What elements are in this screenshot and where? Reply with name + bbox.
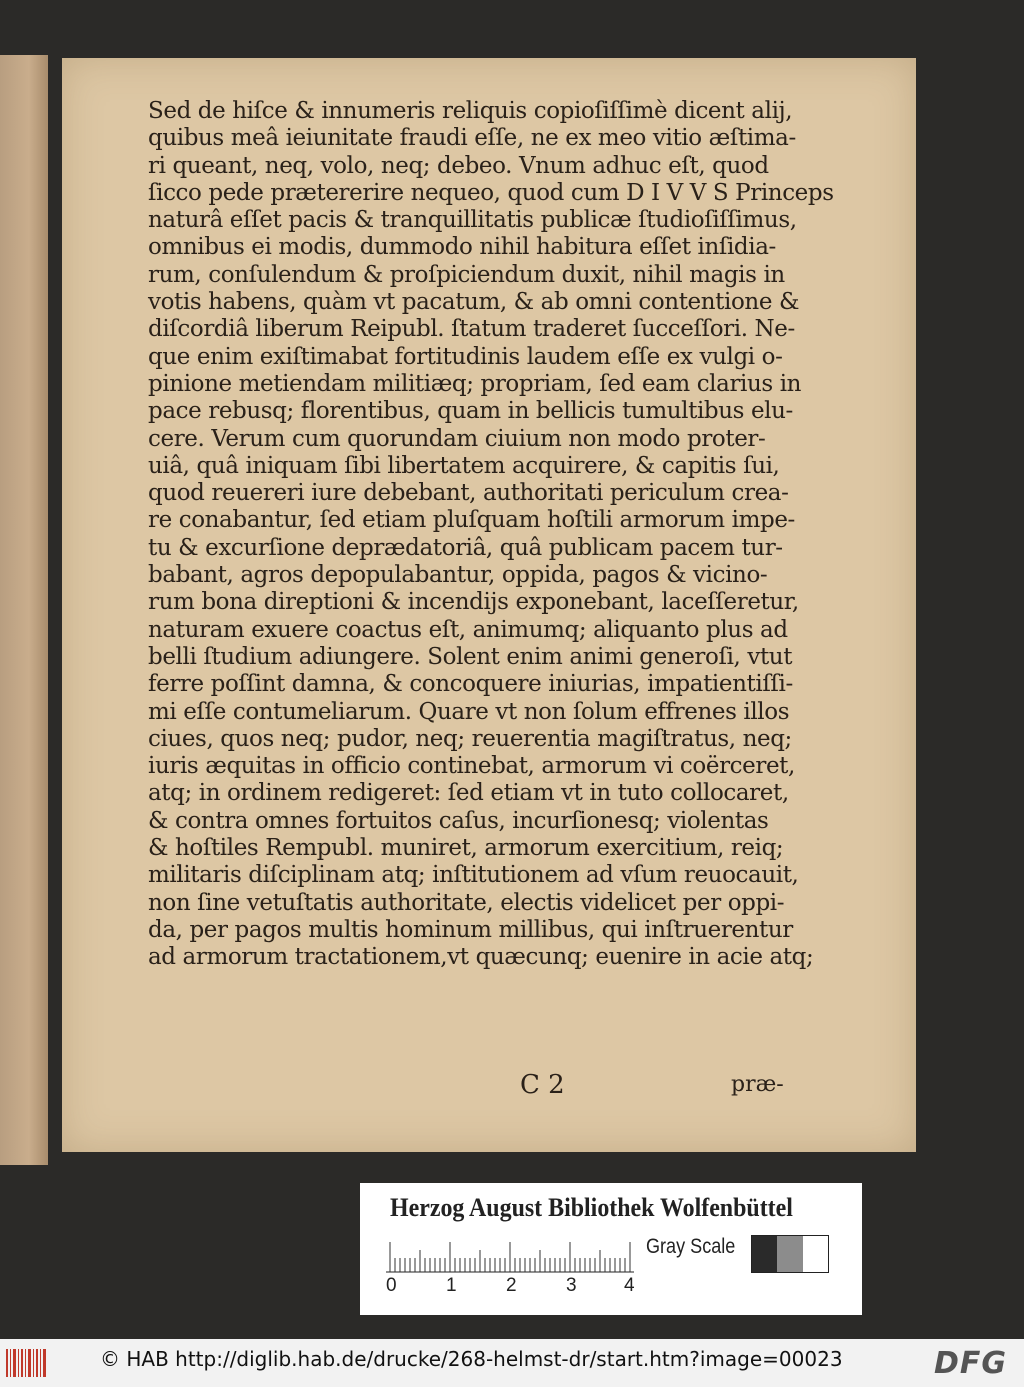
text-line: iuris æquitas in officio continebat, armorum vi coërceret, [148,753,795,780]
ruler-number: 2 [506,1275,517,1296]
ruler-number: 1 [446,1275,457,1296]
text-line: ad armorum tractationem,vt quæcunq; euenire in acie atq; [148,944,814,971]
gray-scale-patches [751,1235,829,1273]
text-line: Sed de hiſce & innumeris reliquis copioſiſſimè dicent alij, [148,98,793,124]
gray-scale-label: Gray Scale [646,1235,736,1258]
text-line: non ſine vetuſtatis authoritate, electis videlicet per oppi- [148,889,785,916]
text-line: uiâ, quâ iniquam ſibi libertatem acquirere, & capitis ſui, [148,452,780,479]
library-name: Herzog August Bibliothek Wolfenbüttel [390,1193,793,1222]
footer-bar [0,1339,1024,1387]
text-line: que enim exiſtimabat fortitudinis laudem eſſe ex vulgi o- [148,343,783,370]
text-line: rum bona direptioni & incendijs exponebant, laceſſeretur, [148,589,799,616]
gray-patch [803,1236,828,1272]
text-line: militaris diſciplinam atq; inſtitutionem ad vſum reuocauit, [148,862,799,889]
text-line: ri queant, neq, volo, neq; debeo. Vnum adhuc eſt, quod [148,152,769,179]
color-reference-card [360,1183,862,1315]
barcode-icon [6,1349,48,1377]
copyright-url[interactable]: © HAB http://diglib.hab.de/drucke/268-helmst-dr/start.htm?image=00023 [100,1347,843,1371]
gray-patch [752,1236,777,1272]
text-line: rum, conſulendum & proſpiciendum duxit, nihil magis in [148,261,785,288]
text-line: cere. Verum cum quorundam ciuium non modo proter- [148,425,766,452]
ruler-number: 4 [624,1275,635,1296]
ruler-number: 0 [386,1275,397,1296]
text-line: naturâ eſſet pacis & tranquillitatis publicæ ſtudioſiſſimus, [148,207,797,234]
ruler-number: 3 [566,1275,577,1296]
text-line: quibus meâ ieiunitate fraudi eſſe, ne ex meo vitio æſtima- [148,125,796,152]
text-line: re conabantur, ſed etiam pluſquam hoſtili armorum impe- [148,507,795,534]
text-line: belli ſtudium adiungere. Solent enim animi generoſi, vtut [148,643,793,670]
text-line: votis habens, quàm vt pacatum, & ab omni contentione & [148,289,800,316]
gray-patch [777,1236,802,1272]
page-text [148,98,834,972]
ruler-numbers [386,1275,646,1299]
text-line: atq; in ordinem redigeret: ſed etiam vt in tuto collocaret, [148,780,789,807]
text-line: mi eſſe contumeliarum. Quare vt non ſolum effrenes illos [148,698,790,725]
text-line: ferre poſſint damna, & concoquere iniurias, impatientiſſi- [148,671,793,698]
text-line: tu & excurſione deprædatoriâ, quâ publicam pacem tur- [148,534,783,561]
text-line: quod reuereri iure debebant, authoritati periculum crea- [148,480,789,507]
printer-signature: C 2 [520,1070,565,1100]
text-line: & hoſtiles Rempubl. muniret, armorum exercitium, reiq; [148,835,784,862]
text-line: naturam exuere coactus eſt, animumq; aliquanto plus ad [148,616,788,643]
text-line: babant, agros depopulabantur, oppida, pagos & vicino- [148,562,768,589]
adjacent-page-edge [0,55,48,1165]
text-line: & contra omnes fortuitos caſus, incurſionesq; violentas [148,807,769,834]
dfg-logo: DFG [934,1346,1008,1381]
book-page [62,58,916,1152]
catchword: præ- [731,1072,784,1097]
text-line: pace rebusq; florentibus, quam in bellicis tumultibus elu- [148,398,793,425]
ruler-scale [386,1235,636,1273]
text-line: da, per pagos multis hominum millibus, qui inſtruerentur [148,916,793,943]
text-line: omnibus ei modis, dummodo nihil habitura eſſet inſidia- [148,234,776,261]
text-line: ſicco pede prætererire nequeo, quod cum D I V V S Princeps [148,179,834,206]
text-line: ciues, quos neq; pudor, neq; reuerentia magiſtratus, neq; [148,725,792,752]
text-line: pinione metiendam militiæq; propriam, ſed eam clarius in [148,370,802,397]
text-line: diſcordiâ liberum Reipubl. ſtatum traderet ſucceſſori. Ne- [148,316,795,343]
